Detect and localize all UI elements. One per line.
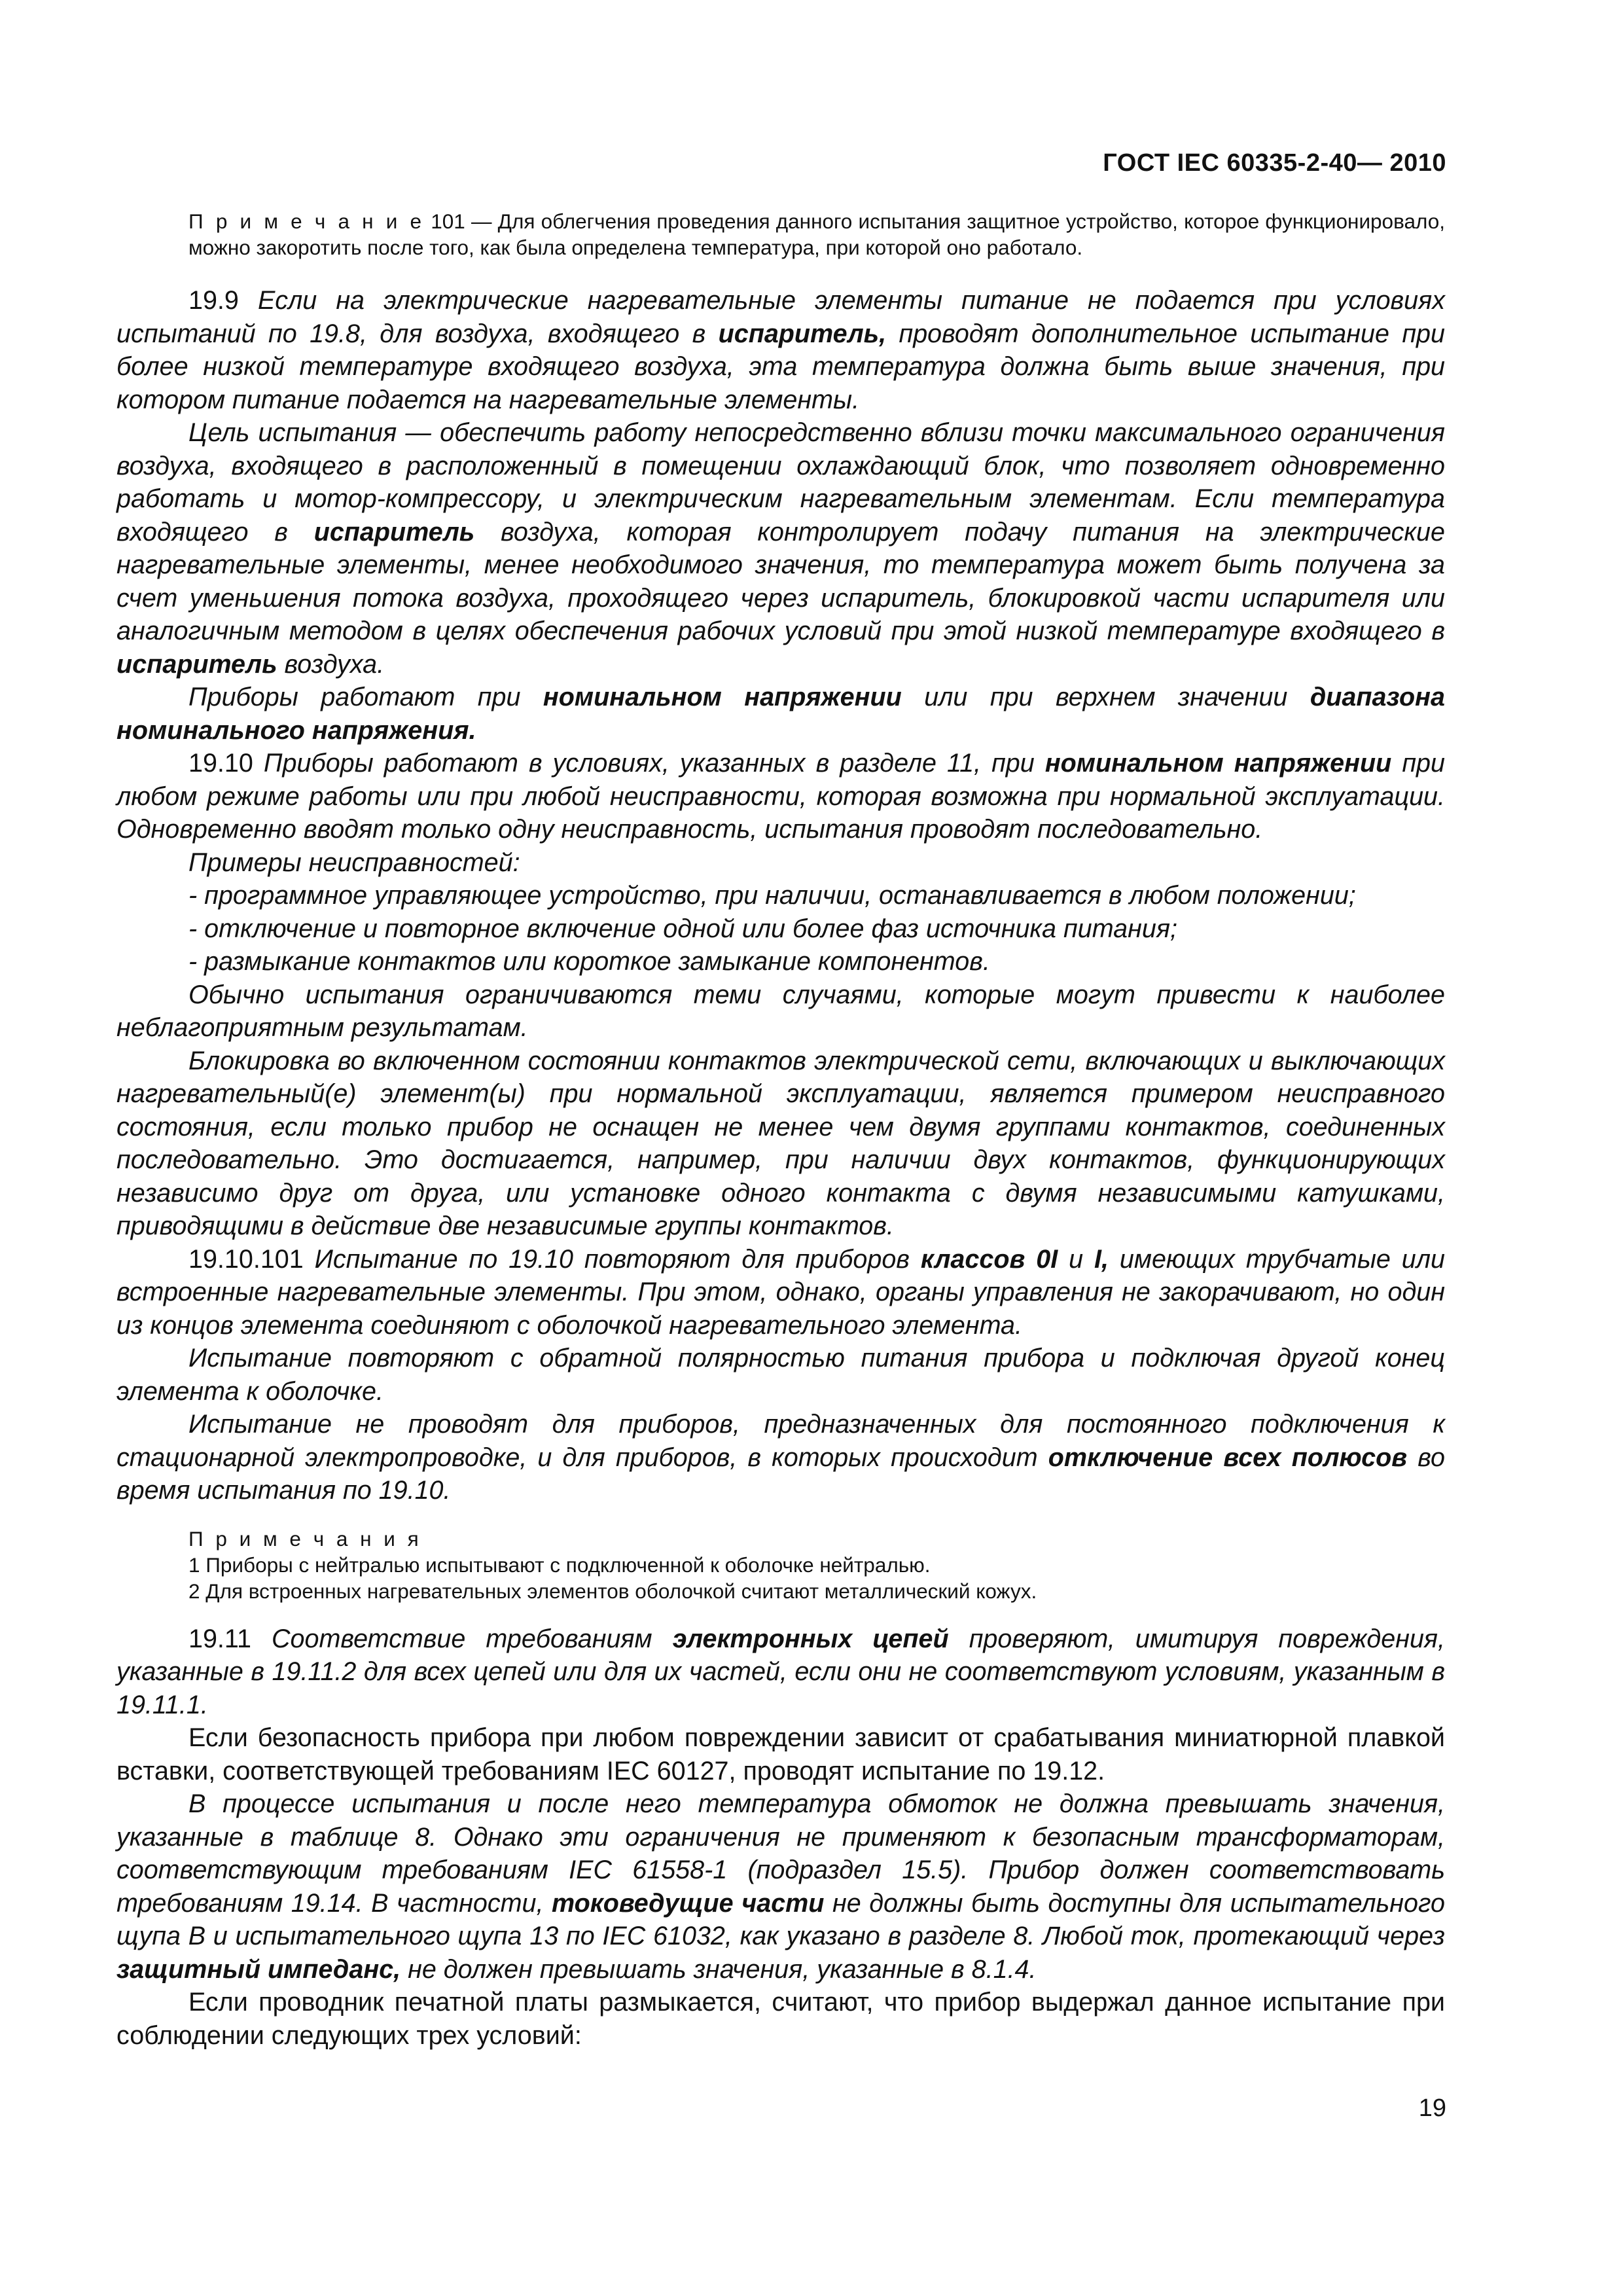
clause-19-10-para-3: Блокировка во включенном состоянии контактов электрической сети, включающих и выключающих нагревательный(е) элемент(ы) при нормальной эксплуатации, является примером неисправного состояния, если только прибор не оснащен не менее чем двумя группами контактов, соединенных последовательно. Это достигается, например, при наличии двух контактов, функционирующих независимо друг от друга, или установке одного контакта с двумя независимыми катушками, приводящими в действие две независимые группы контактов. bbox=[116, 1046, 1445, 1240]
clause-text: или при верхнем значении bbox=[901, 683, 1310, 711]
clause-19-11-para-2: Если безопасность прибора при любом повреждении зависит от срабатывания миниатюрной плавкой вставки, соответствующей требованиям IEC 60127, проводят испытание по 19.12. bbox=[116, 1723, 1445, 1785]
defined-term: классов 0I bbox=[920, 1244, 1058, 1274]
examples-title: Примеры неисправностей: bbox=[188, 848, 520, 877]
defined-term: испаритель bbox=[313, 517, 475, 547]
clause-text: проводят дополнительное испытание при более низкой температуре входящего воздуха, эта температура должна быть выше значения, при котором питание подается на нагревательные элементы. bbox=[116, 319, 1445, 414]
note-label: П р и м е ч а н и е bbox=[188, 209, 425, 233]
clause-text: Испытание по 19.10 повторяют для приборов bbox=[314, 1244, 921, 1274]
clause-19-10-para-2: Обычно испытания ограничиваются теми случаями, которые могут привести к наиболее неблагоприятным результатам. bbox=[116, 980, 1445, 1042]
clause-text: Цель испытания — обеспечить работу непосредственно вблизи точки максимального ограничения воздуха, входящего в расположенный в помещении охлаждающий блок, что позволяет одновременно работать и мотор-компрессору, и электрическим нагревательным элементам. Если температура входящего в bbox=[116, 418, 1445, 547]
defined-term: защитный импеданс, bbox=[116, 1954, 401, 1984]
clause-text: во время испытания по 19.10. bbox=[116, 1443, 1445, 1505]
defined-term: испаритель, bbox=[718, 319, 887, 348]
defined-term: номинальном напряжении bbox=[543, 683, 902, 711]
clause-19-9-para-2 bbox=[116, 416, 1445, 681]
clause-text: воздуха. bbox=[277, 649, 385, 679]
note-101 bbox=[116, 208, 1445, 260]
clause-19-11-para-4: Если проводник печатной платы размыкается, считают, что прибор выдержал данное испытание при соблюдении следующих трех условий: bbox=[116, 1988, 1445, 2050]
clause-number: 19.9 bbox=[188, 286, 239, 315]
defined-term: I, bbox=[1094, 1244, 1109, 1274]
clause-19-9-para-1 bbox=[116, 284, 1445, 416]
clause-19-11-para-3 bbox=[116, 1787, 1445, 1986]
clause-number: 19.10 bbox=[188, 749, 253, 778]
list-item: - размыкание контактов или короткое замыкание компонентов. bbox=[188, 947, 990, 976]
clause-19-10-para-1 bbox=[116, 747, 1445, 846]
clause-19-9-para-3 bbox=[116, 681, 1445, 747]
clause-text: Приборы работают при bbox=[188, 683, 543, 711]
clause-text: Соответствие требованиям bbox=[272, 1624, 673, 1653]
clause-19-10-101-para-1 bbox=[116, 1243, 1445, 1342]
note-item: 1 Приборы с нейтралью испытывают с подключенной к оболочке нейтралью. bbox=[188, 1552, 931, 1577]
defined-term: номинальном напряжении bbox=[1044, 749, 1392, 778]
clause-text: В процессе испытания и после него температура обмоток не должна превышать значения, указанные в таблице 8. Однако эти ограничения не применяют к безопасным трансформаторам, соответствующим требованиям IEC 61558-1 (подраздел 15.5). Прибор должен соответствовать требованиям 19.14. В частности, bbox=[116, 1789, 1445, 1918]
clause-text: Испытание не проводят для приборов, предназначенных для постоянного подключения к стационарной электропроводке, и для приборов, в которых происходит bbox=[116, 1410, 1445, 1472]
defined-term: электронных цепей bbox=[672, 1624, 949, 1653]
clause-text: проверяют, имитируя повреждения, указанные в 19.11.2 для всех цепей или для их частей, если они не соответствуют условиям, указанным в 19.11.1. bbox=[116, 1624, 1445, 1719]
clause-text: воздуха, которая контролирует подачу питания на электрические нагревательные элементы, менее необходимого значения, то температура может быть получена за счет уменьшения потока воздуха, проходящего через испаритель, блокировкой части испарителя или аналогичным методом в целях обеспечения рабочих условий при этой низкой температуре входящего в bbox=[116, 517, 1445, 645]
clause-text: и bbox=[1058, 1244, 1095, 1274]
clause-number: 19.11 bbox=[188, 1624, 251, 1653]
clause-19-11-para-1 bbox=[116, 1623, 1445, 1722]
defined-term: отключение всех полюсов bbox=[1048, 1443, 1408, 1472]
clause-text: Если на электрические нагревательные элементы питание не подается при условиях испытаний по 19.8, для воздуха, входящего в bbox=[116, 286, 1445, 348]
defined-term: испаритель bbox=[116, 649, 277, 679]
clause-19-10-101-para-2: Испытание повторяют с обратной полярностью питания прибора и подключая другой конец элемента к оболочке. bbox=[116, 1344, 1445, 1406]
page-number: 19 bbox=[1418, 2094, 1446, 2122]
clause-text: Приборы работают в условиях, указанных в разделе 11, при bbox=[263, 749, 1045, 778]
clause-text: при любом режиме работы или при любой неисправности, которая возможна при нормальной эксплуатации. Одновременно вводят только одну неисправность, испытания проводят последовательно. bbox=[116, 749, 1445, 844]
defined-term: диапазона номинального напряжения. bbox=[116, 683, 1446, 745]
page-header: ГОСТ IEC 60335-2-40— 2010 bbox=[1103, 149, 1446, 177]
clause-text: имеющих трубчатые или встроенные нагревательные элементы. При этом, однако, органы управления не закорачивают, но один из концов элемента соединяют с оболочкой нагревательного элемента. bbox=[116, 1244, 1446, 1340]
document-body bbox=[116, 208, 1445, 2052]
defined-term: токоведущие части bbox=[551, 1888, 825, 1918]
list-item: - программное управляющее устройство, при наличии, останавливается в любом положении; bbox=[188, 881, 1356, 910]
clause-19-10-101-para-3 bbox=[116, 1408, 1445, 1507]
note-text: 101 — Для облегчения проведения данного испытания защитное устройство, которое функционировало, можно закоротить после того, как была определена температура, при которой оно работало. bbox=[188, 209, 1445, 259]
notes-title: П р и м е ч а н и я bbox=[188, 1526, 422, 1551]
note-item: 2 Для встроенных нагревательных элементов оболочкой считают металлический кожух. bbox=[188, 1579, 1037, 1603]
clause-text: не должны быть доступны для испытательного щупа B и испытательного щупа 13 по IEC 61032, как указано в разделе 8. Любой ток, протекающий через bbox=[116, 1888, 1445, 1950]
clause-text: не должен превышать значения, указанные в 8.1.4. bbox=[401, 1954, 1037, 1984]
list-item: - отключение и повторное включение одной или более фаз источника питания; bbox=[188, 914, 1177, 943]
clause-number: 19.10.101 bbox=[188, 1244, 304, 1274]
